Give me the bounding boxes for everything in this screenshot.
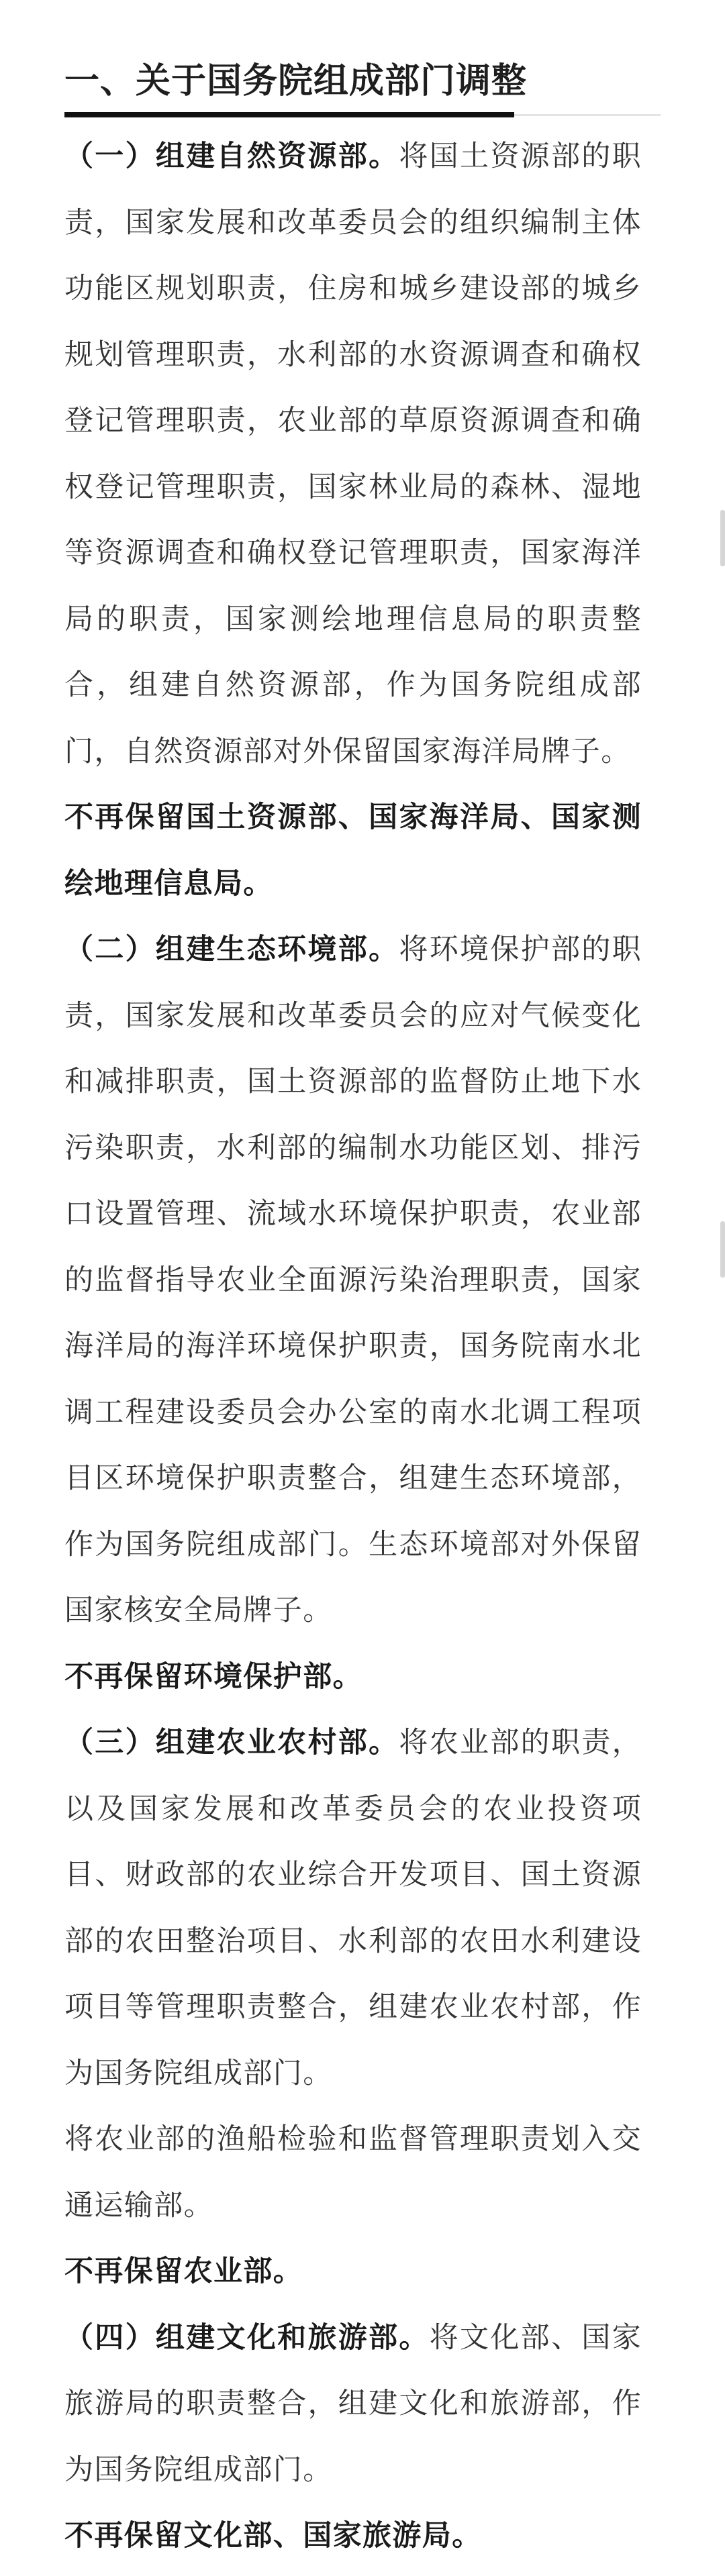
section-conclusion: 不再保留环境保护部。 — [64, 1659, 362, 1694]
paragraph-natural-resources — [64, 123, 642, 784]
section-lead: （二）组建生态环境部。 — [64, 933, 399, 966]
scroll-indicator[interactable] — [720, 1221, 725, 1278]
section-lead: （三）组建农业农村部。 — [64, 1726, 399, 1759]
section-conclusion: 不再保留国土资源部、国家海洋局、国家测绘地理信息局。 — [64, 801, 642, 900]
section-lead: （四）组建文化和旅游部。 — [64, 2320, 430, 2355]
section-heading: 一、关于国务院组成部门调整 — [64, 61, 528, 101]
section-body: 将环境保护部的职责，国家发展和改革委员会的应对气候变化和减排职责，国土资源部的监督防止地下水污染职责，水利部的编制水功能区划、排污口设置管理、流域水环境保护职责，农业部的监督指导农业全面源污染治理职责，国家海洋局的海洋环境保护职责，国务院南水北调工程建设委员会办公室的南水北调工程项目区环境保护职责整合，组建生态环境部，作为国务院组成部门。生态环境部对外保留国家核安全局牌子。 — [64, 933, 642, 1627]
scroll-indicator[interactable] — [720, 510, 725, 566]
section-conclusion: 不再保留农业部。 — [64, 2255, 303, 2288]
paragraph-extra: 将农业部的渔船检验和监督管理职责划入交通运输部。 — [64, 2122, 642, 2222]
paragraph-ecology-environment — [64, 917, 642, 1644]
heading-underline — [64, 112, 514, 117]
section-conclusion: 不再保留文化部、国家旅游局。 — [64, 2519, 482, 2553]
section-body: 将农业部的职责，以及国家发展和改革委员会的农业投资项目、财政部的农业综合开发项目、国土资源部的农田整治项目、水利部的农田水利建设项目等管理职责整合，组建农业农村部，作为国务院组成部门。 — [64, 1726, 642, 2090]
paragraph-agriculture-rural — [64, 1710, 642, 2106]
section-body: 将国土资源部的职责，国家发展和改革委员会的组织编制主体功能区规划职责，住房和城乡建设部的城乡规划管理职责，水利部的水资源调查和确权登记管理职责，农业部的草原资源调查和确权登记管理职责，国家林业局的森林、湿地等资源调查和确权登记管理职责，国家海洋局的职责，国家测绘地理信息局的职责整合，组建自然资源部，作为国务院组成部门，自然资源部对外保留国家海洋局牌子。 — [64, 140, 642, 768]
section-lead: （一）组建自然资源部。 — [64, 140, 399, 173]
section-body: 将文化部、国家旅游局的职责整合，组建文化和旅游部，作为国务院组成部门。 — [64, 2320, 642, 2487]
paragraph-culture-tourism — [64, 2305, 642, 2504]
article-content — [64, 123, 642, 2569]
